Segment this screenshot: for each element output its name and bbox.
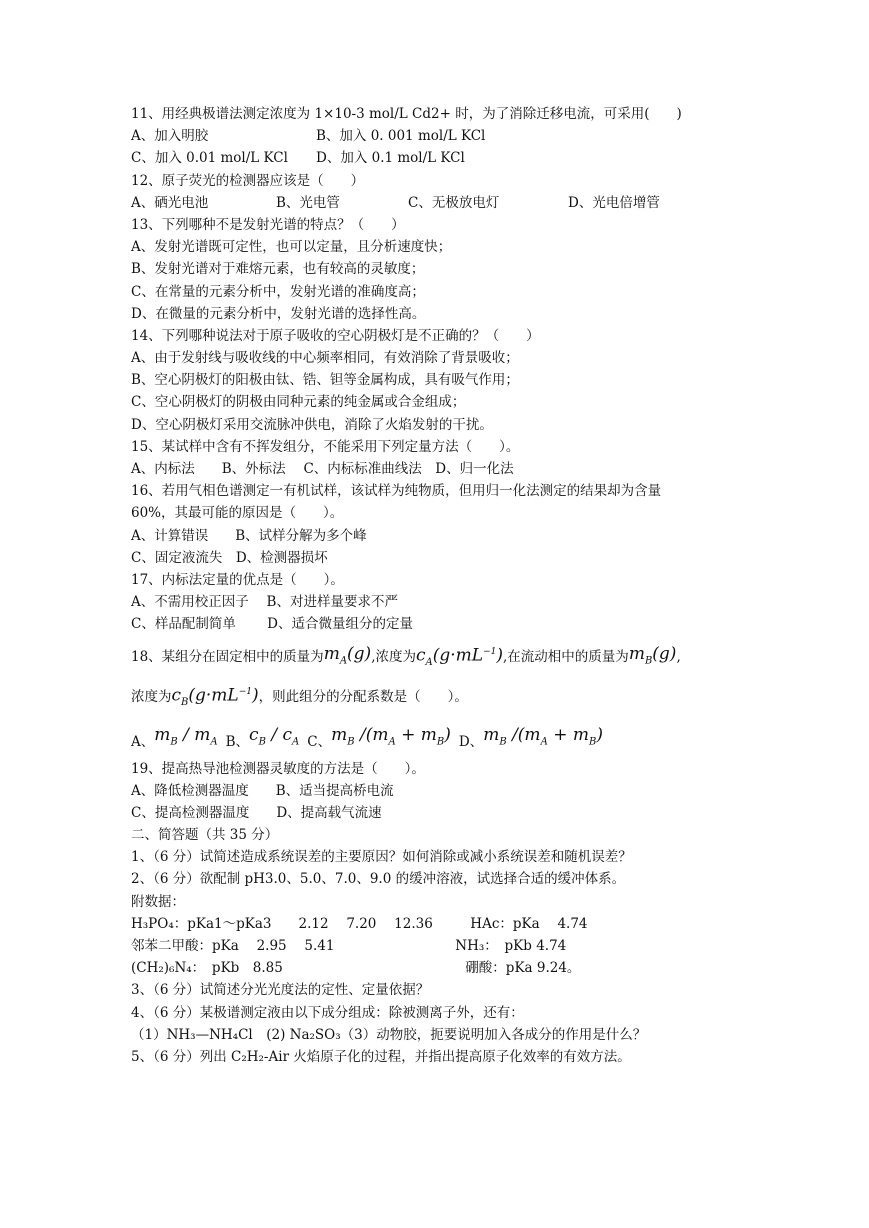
formula-option-d: $m_B$ $/(m_A + m_B)$ (483, 724, 603, 748)
option-18-c-label: C、 (307, 734, 332, 751)
option-18-d-label: D、 (458, 734, 484, 751)
options-19-ab: A、降低检测器温度 B、适当提高桥电流 (131, 782, 394, 799)
options-16-ab: A、计算错误 B、试样分解为多个峰 (131, 527, 367, 544)
q18-text-6: ，则此组分的分配系数是（ ）。 (258, 689, 468, 706)
option-18-b-label: B、 (225, 734, 250, 751)
options-11-ab (131, 125, 771, 147)
question-18 (131, 636, 771, 680)
option-13-b: B、发射光谱对于难熔元素，也有较高的灵敏度； (131, 261, 425, 278)
option-12-a: A、硒光电池 (131, 194, 209, 211)
data-nh3: NH₃： pKb 4.74 (455, 938, 567, 954)
short-answer-4-cont: （1）NH₃—NH₄Cl (2) Na₂SO₃（3）动物胶，扼要说明加入各成分的作用是什么？ (131, 1026, 647, 1043)
option-14-c: C、空心阴极灯的阴极由同种元素的纯金属或合金组成； (131, 394, 466, 411)
question-17: 17、内标法定量的优点是（ ）。 (131, 571, 344, 588)
options-11-cd (131, 147, 771, 169)
data-row-3 (131, 957, 771, 979)
option-12-c: C、无极放电灯 (408, 194, 500, 211)
options-17-cd: C、样品配制简单 D、适合微量组分的定量 (131, 616, 413, 633)
formula-option-c: $m_B$ $/(m_A + m_B)$ (331, 724, 451, 748)
formula-option-a: $m_B / m_A$ (154, 724, 218, 748)
data-boric-acid: 硼酸：pKa 9.24。 (465, 960, 581, 977)
question-16: 16、若用气相色谱测定一有机试样，该试样为纯物质，但用归一化法测定的结果却为含量 (131, 483, 662, 500)
option-12-b: B、光电管 (276, 194, 340, 211)
exam-content (131, 103, 771, 1068)
question-18-cont (131, 680, 771, 716)
data-h3po4: H₃PO₄：pKa1～pKa3 2.12 7.20 12.36 (131, 915, 433, 932)
section-2-heading: 二、简答题（共 35 分） (131, 827, 279, 844)
question-19: 19、提高热导池检测器灵敏度的方法是（ ）。 (131, 760, 425, 777)
options-12 (131, 192, 771, 214)
option-13-a: A、发射光谱既可定性，也可以定量，且分析速度快； (131, 239, 452, 256)
question-14: 14、下列哪种说法对于原子吸收的空心阴极灯是不正确的？（ ） (131, 327, 540, 344)
formula-option-b: $c_B / c_A$ (249, 724, 300, 748)
short-answer-4: 4、（6 分）某极谱测定液由以下成分组成：除被测离子外，还有： (131, 1004, 524, 1021)
data-hac: HAc：pKa 4.74 (470, 915, 588, 932)
short-answer-3: 3、（6 分）试简述分光光度法的定性、定量依据？ (131, 982, 430, 999)
data-phthalic-acid: 邻苯二甲酸：pKa 2.95 5.41 (131, 938, 335, 954)
options-15: A、内标法 B、外标法 C、内标标准曲线法 D、归一化法 (131, 461, 514, 477)
option-12-d: D、光电倍增管 (568, 194, 660, 211)
formula-mA-g: $m_A(g)$ (323, 643, 372, 667)
short-answer-1: 1、（6 分）试简述造成系统误差的主要原因？如何消除或减小系统误差和随机误差？ (131, 849, 632, 866)
formula-cB-gmL: $c_B(g\cdot mL^{-1})$ (171, 685, 259, 708)
q18-text-4: , (676, 649, 681, 666)
option-11-d: D、加入 0.1 mol/L KCl (316, 150, 465, 167)
question-11: 11、用经典极谱法测定浓度为 1×10-3 mol/L Cd2+ 时，为了消除迁移电流，可采用( ) (131, 106, 682, 122)
data-row-2 (131, 935, 771, 957)
q18-text-1: 18、某组分在固定相中的质量为 (131, 649, 324, 666)
option-14-b: B、空心阴极灯的阳极由钛、锆、钽等金属构成，具有吸气作用； (131, 372, 519, 389)
option-13-d: D、在微量的元素分析中，发射光谱的选择性高。 (131, 305, 426, 322)
options-18 (131, 716, 771, 758)
options-17-ab: A、不需用校正因子 B、对进样量要求不严 (131, 594, 398, 611)
short-answer-2: 2、（6 分）欲配制 pH3.0、5.0、7.0、9.0 的缓冲溶液，试选择合适的缓冲体系。 (131, 871, 626, 888)
question-16-cont: 60%，其最可能的原因是（ ）。 (131, 505, 344, 522)
question-15: 15、某试样中含有不挥发组分，不能采用下列定量方法（ ）。 (131, 438, 520, 455)
option-11-a: A、加入明胶 (131, 128, 209, 145)
formula-mB-g: $m_B(g)$ (628, 643, 677, 667)
formula-cA-gmL: $c_A(g\cdot mL^{-1})$ (416, 645, 504, 668)
question-13: 13、下列哪种不是发射光谱的特点？（ ） (131, 216, 405, 233)
q18-text-2: ,浓度为 (371, 649, 416, 666)
short-answer-5: 5、（6 分）列出 C₂H₂-Air 火焰原子化的过程，并指出提高原子化效率的有效方法。 (131, 1048, 631, 1065)
q18-text-5: 浓度为 (131, 689, 172, 706)
q18-text-3: ,在流动相中的质量为 (503, 649, 629, 666)
option-11-c: C、加入 0.01 mol/L KCl (131, 150, 288, 167)
option-14-a: A、由于发射线与吸收线的中心频率相同，有效消除了背景吸收； (131, 350, 519, 367)
option-14-d: D、空心阴极灯采用交流脉冲供电，消除了火焰发射的干扰。 (131, 416, 493, 433)
data-row-1 (131, 913, 771, 935)
data-hexamine: (CH₂)₆N₄： pKb 8.85 (131, 960, 283, 977)
option-13-c: C、在常量的元素分析中，发射光谱的准确度高； (131, 283, 425, 300)
options-16-cd: C、固定液流失 D、检测器损坏 (131, 549, 328, 566)
option-18-a-label: A、 (131, 734, 155, 751)
option-11-b: B、加入 0. 001 mol/L KCl (316, 128, 486, 145)
options-19-cd: C、提高检测器温度 D、提高载气流速 (131, 804, 382, 821)
attached-data-label: 附数据： (131, 893, 185, 910)
question-12: 12、原子荧光的检测器应该是（ ） (131, 172, 365, 189)
